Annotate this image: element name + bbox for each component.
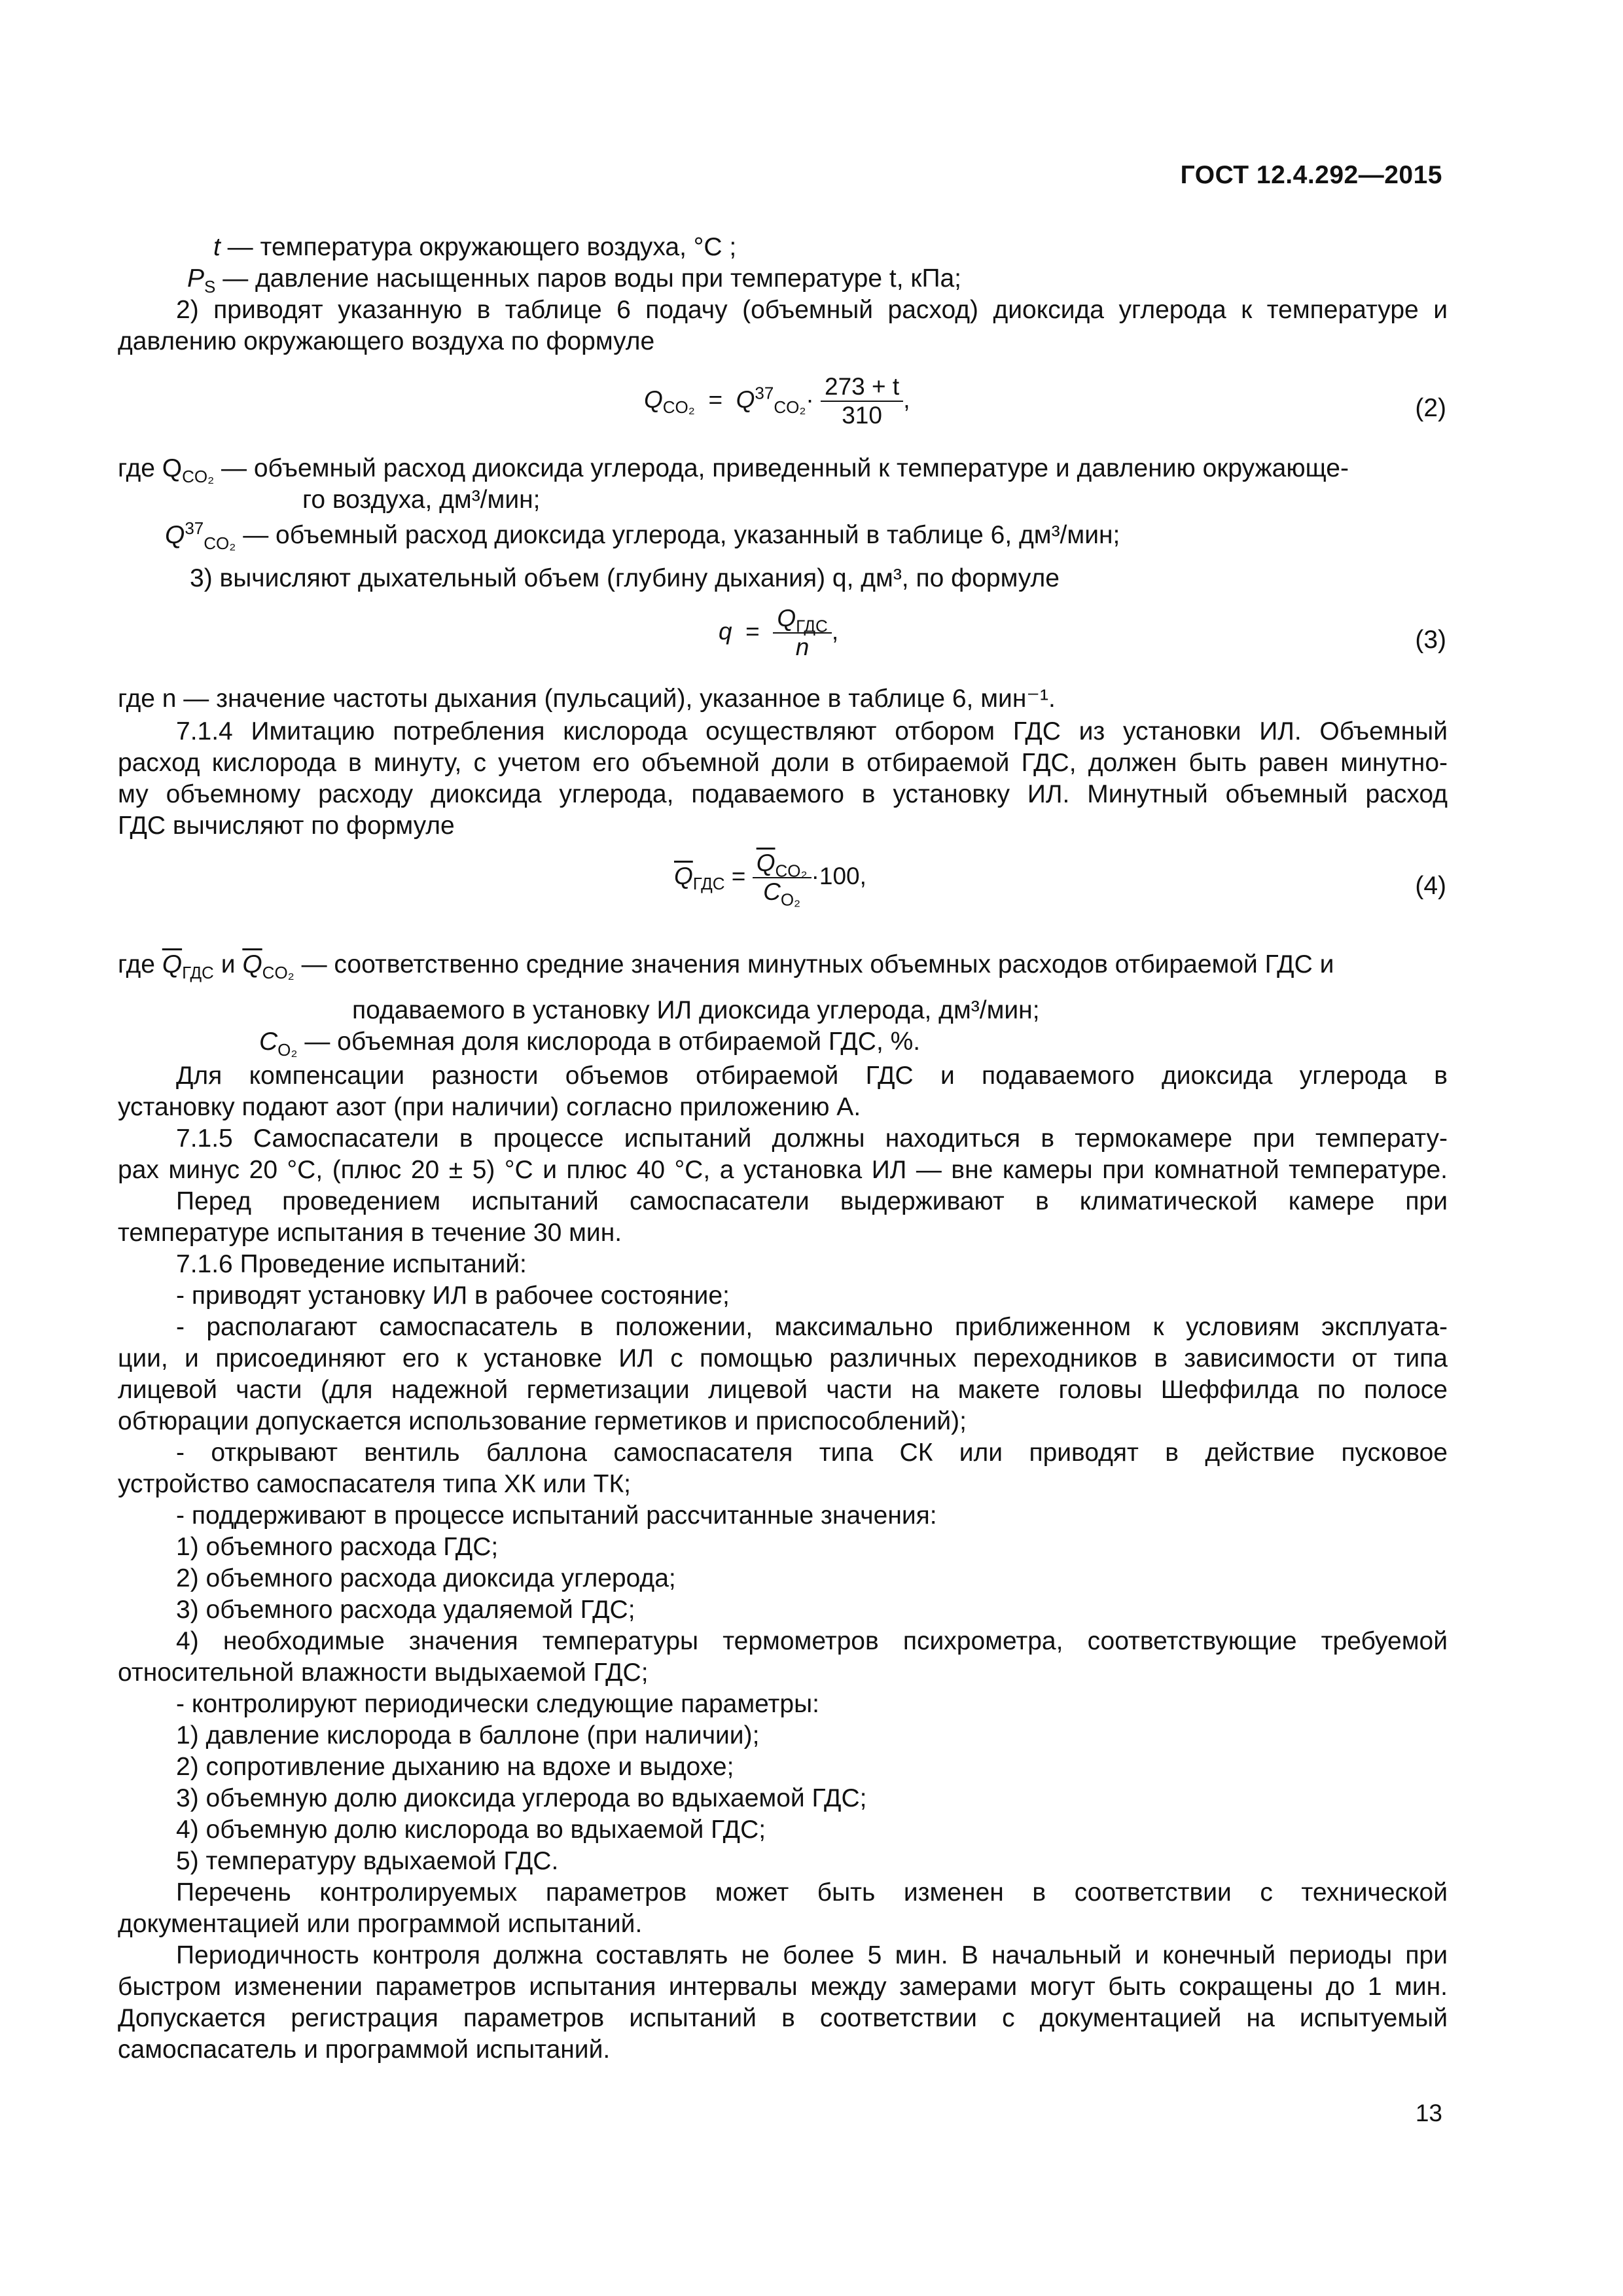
equation-number-4: (4) — [1415, 872, 1446, 900]
where2-text3: — объемный расход диоксида углерода, указанный в таблице 6, дм³/мин; — [236, 521, 1120, 549]
where4-and: и — [221, 950, 236, 978]
maintain-2: 2) объемного расхода диоксида углерода; — [176, 1564, 676, 1592]
list-note-line2: документацией или программой испытаний. — [118, 1910, 643, 1938]
p716: 7.1.6 Проведение испытаний: — [176, 1250, 527, 1278]
item3: 3) вычисляют дыхательный объем (глубину дыхания) q, дм³, по формуле — [190, 564, 1060, 592]
formula2-lhs: Q — [644, 386, 663, 413]
p715-line2: рах минус 20 °С, (плюс 20 ± 5) °С и плюс 40 °С, а установка ИЛ — вне камеры при комнатной температуре. — [118, 1156, 1448, 1184]
where4-text3: — объемная доля кислорода в отбираемой ГДС, %. — [297, 1028, 921, 1056]
before-line1: Перед проведением испытаний самоспасатели выдерживают в климатической камере при — [176, 1187, 1448, 1215]
formula2-q: Q — [736, 386, 755, 413]
formula2-lhs-sub: CO₂ — [662, 397, 695, 418]
control-3: 3) объемную долю диоксида углерода во вдыхаемой ГДС; — [176, 1784, 867, 1812]
symbol-t: t — [213, 233, 221, 261]
formula-4 — [674, 850, 866, 910]
list-note-line1: Перечень контролируемых параметров может быть изменен в соответствии с технической — [176, 1878, 1448, 1907]
where4-c-sub: O₂ — [277, 1039, 298, 1060]
maintain-4-line1: 4) необходимые значения температуры термометров психрометра, соответствующие требуемой — [176, 1627, 1448, 1655]
formula-3 — [719, 605, 838, 661]
step-2-line1: - располагают самоспасатель в положении, максимально приближенном к условиям эксплуата- — [176, 1313, 1448, 1341]
step-5: - контролируют периодически следующие параметры: — [176, 1690, 819, 1718]
comp-line2: установку подают азот (при наличии) согласно приложению А. — [118, 1093, 861, 1121]
where4-qgds: $\overline{Q}$ — [162, 950, 183, 978]
step-2-line2: ции, и присоединяют его к установке ИЛ с помощью различных переходников в зависимости от типа — [118, 1344, 1448, 1372]
control-2: 2) сопротивление дыханию на вдохе и выдохе; — [176, 1753, 734, 1781]
definition-ps — [187, 264, 1517, 296]
item2-line1: 2) приводят указанную в таблице 6 подачу (объемный расход) диоксида углерода к температуре и — [176, 296, 1448, 324]
symbol-ps-sub: S — [204, 276, 216, 296]
formula4-tail: ·100, — [811, 862, 866, 889]
control-4: 4) объемную долю кислорода во вдыхаемой ГДС; — [176, 1816, 766, 1844]
step-3-line2: устройство самоспасателя типа ХК или ТК; — [118, 1470, 632, 1498]
formula4-num-sub: CO₂ — [775, 861, 808, 881]
p715-line1: 7.1.5 Самоспасатели в процессе испытаний должны находиться в термокамере при температу- — [176, 1124, 1448, 1153]
where2-sub: CO₂ — [182, 466, 215, 486]
where3: где n — значение частоты дыхания (пульсаций), указанное в таблице 6, мин⁻¹. — [118, 685, 1056, 713]
formula3-num-q: Q — [777, 605, 796, 632]
formula4-eq: = — [731, 862, 746, 889]
formula2-denominator: 310 — [842, 402, 882, 429]
equation-number-3: (3) — [1415, 626, 1446, 654]
where2-text1: — объемный расход диоксида углерода, приведенный к температуре и давлению окружающе- — [214, 454, 1349, 482]
formula4-fraction — [753, 850, 812, 910]
formula4-denominator — [753, 878, 812, 910]
formula4-num-q: $\overline{Q}$ — [756, 850, 776, 876]
where2-q37: Q — [165, 521, 185, 549]
definition-ps-text: — давление насыщенных паров воды при температуре t, кПа; — [215, 264, 962, 293]
p714-line1: 7.1.4 Имитацию потребления кислорода осуществляют отбором ГДС из установки ИЛ. Объемный — [176, 717, 1448, 745]
where2-line2: го воздуха, дм³/мин; — [302, 486, 541, 514]
formula2-eq: = — [708, 386, 723, 413]
where4-line1 — [118, 950, 1448, 982]
period-line3: Допускается регистрация параметров испытаний в соответствии с документацией на испытуемый — [118, 2004, 1448, 2032]
item2-line2: давлению окружающего воздуха по формуле — [118, 327, 655, 355]
formula4-den-c: C — [763, 878, 781, 905]
where2-prefix: где Q — [118, 454, 183, 482]
formula2-fraction — [821, 373, 903, 429]
formula3-fraction — [773, 605, 832, 661]
step-1: - приводят установку ИЛ в рабочее состояние; — [176, 1282, 730, 1310]
page-number: 13 — [1415, 2100, 1442, 2126]
formula4-lhs: $\overline{Q}$ — [674, 862, 693, 889]
formula4-den-sub: O₂ — [780, 889, 801, 910]
formula2-numerator: 273 + t — [821, 373, 903, 402]
where4-qgds-sub: ГДС — [182, 962, 214, 982]
formula3-eq: = — [745, 617, 760, 645]
where4-line3 — [259, 1028, 1589, 1060]
where4-qco2-sub: CO₂ — [262, 962, 294, 982]
where2-q37-sub: CO₂ — [204, 533, 236, 553]
step-2-line4: обтюрации допускается использование герметиков и приспособлений); — [118, 1407, 967, 1435]
control-5: 5) температуру вдыхаемой ГДС. — [176, 1847, 559, 1875]
formula3-denominator: n — [795, 634, 810, 660]
control-1: 1) давление кислорода в баллоне (при наличии); — [176, 1721, 760, 1749]
before-line2: температуре испытания в течение 30 мин. — [118, 1219, 622, 1247]
step-3-line1: - открывают вентиль баллона самоспасателя типа СК или приводят в действие пусковое — [176, 1439, 1448, 1467]
where2-q37-sup: 37 — [185, 518, 204, 538]
definition-t-text: — температура окружающего воздуха, °С ; — [220, 233, 737, 261]
step-4: - поддерживают в процессе испытаний рассчитанные значения: — [176, 1501, 937, 1530]
where4-line2: подаваемого в установку ИЛ диоксида углерода, дм³/мин; — [352, 996, 1040, 1024]
standard-header: ГОСТ 12.4.292—2015 — [1180, 161, 1442, 189]
period-line1: Периодичность контроля должна составлять не более 5 мин. В начальный и конечный периоды при — [176, 1941, 1448, 1969]
where2-line1 — [118, 454, 1448, 486]
formula2-q-sub: CO₂ — [774, 397, 806, 418]
where2-line3 — [165, 518, 1495, 553]
formula3-tail: , — [831, 617, 839, 645]
maintain-4-line2: относительной влажности выдыхаемой ГДС; — [118, 1659, 649, 1687]
formula2-tail: , — [903, 386, 910, 413]
definition-t — [213, 233, 1543, 262]
p714-line2: расход кислорода в минуту, с учетом его объемной доли в отбираемой ГДС, должен быть равен минутно- — [118, 749, 1448, 777]
formula3-numerator — [773, 605, 832, 634]
p714-line4: ГДС вычисляют по формуле — [118, 812, 455, 840]
comp-line1: Для компенсации разности объемов отбираемой ГДС и подаваемого диоксида углерода в — [176, 1062, 1448, 1090]
formula2-q-sup: 37 — [755, 383, 774, 403]
formula3-num-sub: ГДС — [796, 616, 828, 636]
p714-line3: му объемному расходу диоксида углерода, подаваемого в установку ИЛ. Минутный объемный расход — [118, 780, 1448, 808]
maintain-1: 1) объемного расхода ГДС; — [176, 1533, 499, 1561]
where4-text1: — соответственно средние значения минутных объемных расходов отбираемой ГДС и — [294, 950, 1334, 978]
formula-2: $Q_{CO_2} = Q^{37}_{CO_2}\cdot$ $\frac{273 + t}{310}$ , — [644, 373, 910, 429]
where4-prefix: где — [118, 950, 155, 978]
period-line4: самоспасатель и программой испытаний. — [118, 2036, 611, 2064]
formula4-lhs-sub: ГДС — [692, 874, 725, 894]
formula3-lhs: q — [719, 617, 732, 645]
formula4-numerator — [753, 850, 812, 881]
equation-number-2: (2) — [1415, 394, 1446, 422]
where4-c: C — [259, 1028, 278, 1056]
period-line2: быстром изменении параметров испытания интервалы между замерами могут быть сокращены до 1 мин. — [118, 1973, 1448, 2001]
where4-qco2: $\overline{Q}$ — [242, 950, 262, 978]
step-2-line3: лицевой части (для надежной герметизации лицевой части на макете головы Шеффилда по полосе — [118, 1376, 1448, 1404]
symbol-p: P — [187, 264, 205, 293]
maintain-3: 3) объемного расхода удаляемой ГДС; — [176, 1596, 635, 1624]
